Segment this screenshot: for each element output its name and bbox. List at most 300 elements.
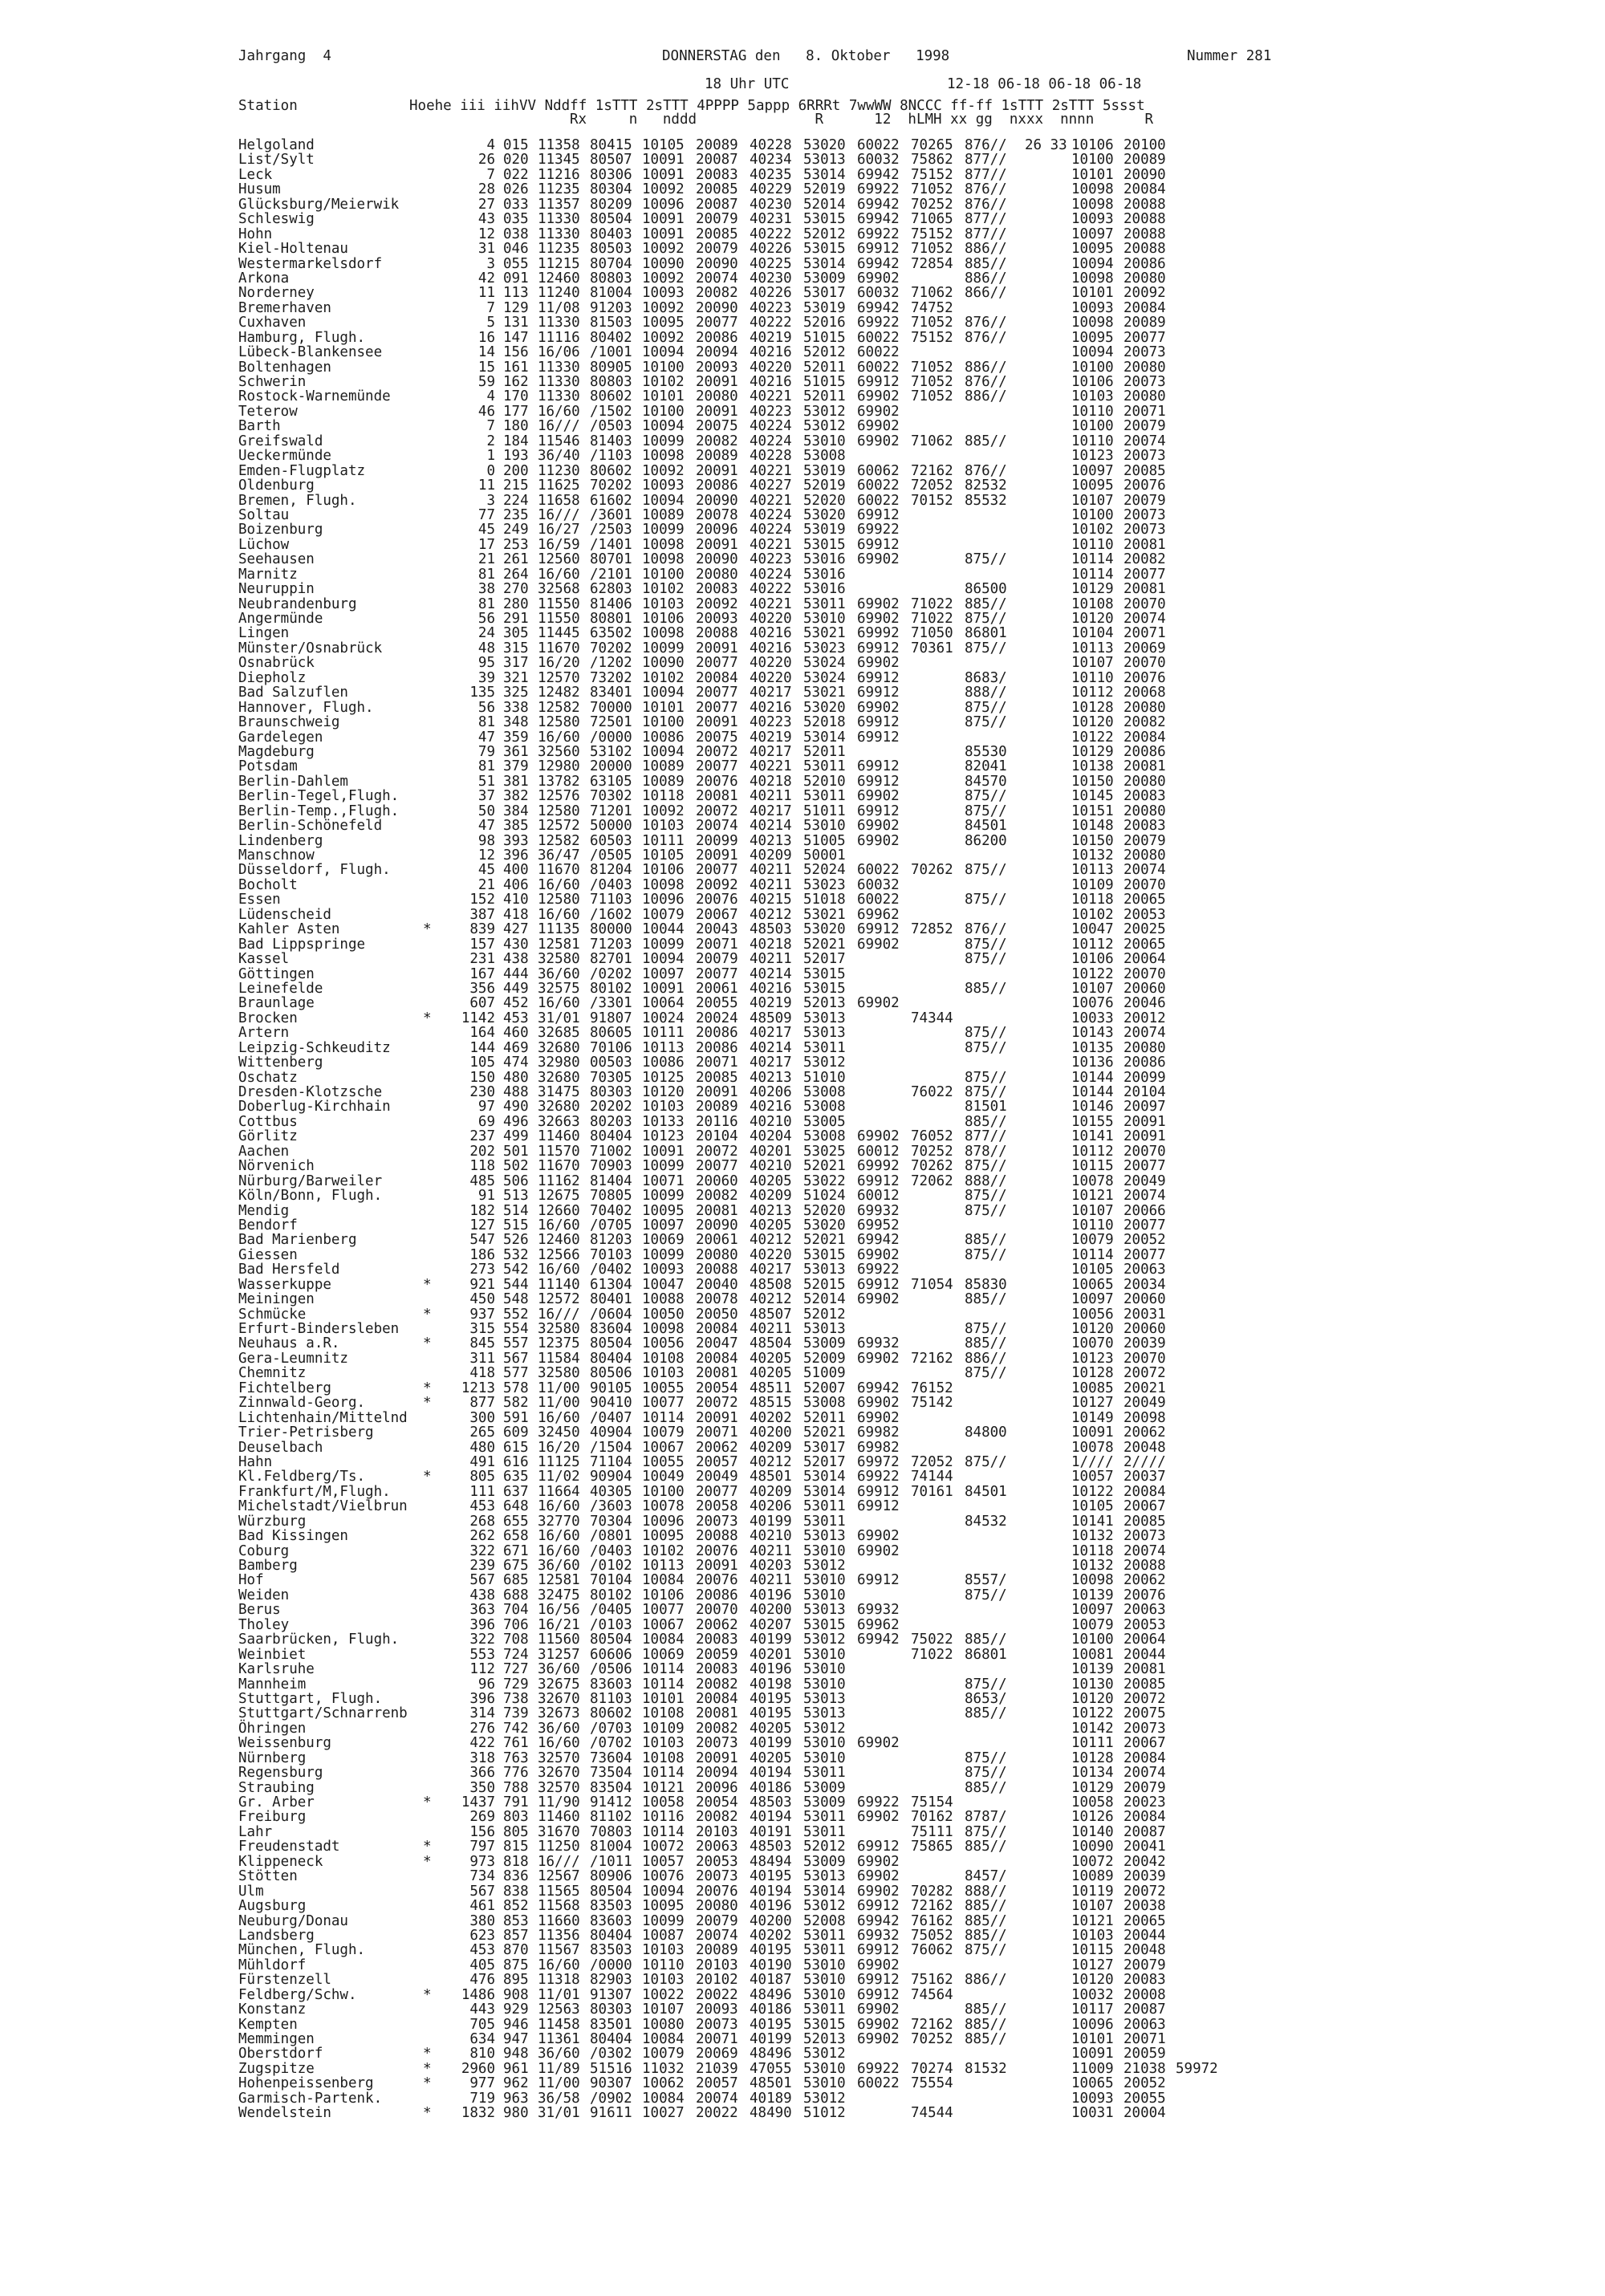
code-cell: 20092 (1124, 285, 1166, 302)
code-cell: 20091 (696, 374, 738, 390)
code-cell: 80102 (590, 1587, 632, 1603)
code-cell: 60022 (857, 344, 900, 361)
code-cell: 763 (503, 1749, 529, 1766)
station-height: 11 (477, 285, 495, 302)
code-cell: 929 (503, 2001, 529, 2018)
code-cell: 53011 (803, 758, 846, 775)
code-cell: 876// (965, 374, 1007, 390)
code-cell: 418 (503, 906, 529, 923)
code-cell: 615 (503, 1439, 529, 1456)
station-height: 202 (469, 1143, 495, 1160)
code-cell: 177 (503, 403, 529, 420)
code-cell: 033 (503, 196, 529, 213)
code-cell: 53009 (803, 1779, 846, 1796)
code-cell: 10106 (1071, 951, 1114, 968)
code-cell: 40209 (750, 1439, 792, 1456)
code-cell: 80504 (590, 1335, 632, 1352)
code-cell: 69902 (857, 270, 900, 286)
code-cell: 20077 (696, 862, 738, 879)
code-cell: 10098 (642, 551, 685, 568)
station-height: 396 (469, 1690, 495, 1707)
code-cell: 80303 (590, 2001, 632, 2018)
code-cell: 20077 (696, 315, 738, 331)
code-cell: 11550 (538, 595, 580, 612)
code-cell: 20080 (1124, 699, 1166, 716)
code-cell: 53010 (803, 1735, 846, 1752)
code-cell: 71022 (911, 611, 953, 627)
station-height: 405 (469, 1957, 495, 1973)
code-cell: 10087 (642, 1927, 685, 1944)
code-cell: 40220 (750, 359, 792, 376)
code-cell: 379 (503, 758, 529, 775)
code-cell: 69902 (857, 818, 900, 835)
code-cell: 20093 (696, 2001, 738, 2018)
code-cell: 40211 (750, 862, 792, 879)
station-height: 48 (477, 640, 495, 656)
mountain-marker: * (423, 2075, 432, 2092)
code-cell: 10127 (1071, 1395, 1114, 1412)
code-cell: 10115 (1071, 1942, 1114, 1959)
code-cell: 10095 (1071, 329, 1114, 346)
station-name: Freudenstadt (238, 1839, 340, 1855)
code-cell: 875// (965, 1321, 1007, 1337)
code-cell: 886// (965, 1972, 1007, 1989)
station-name: Schleswig (238, 211, 315, 228)
code-cell: 69912 (857, 803, 900, 819)
station-name: Deuselbach (238, 1439, 323, 1456)
code-cell: 53019 (803, 522, 846, 538)
code-cell: 80504 (590, 1883, 632, 1900)
code-cell: 10095 (642, 1528, 685, 1545)
code-cell: 40205 (750, 1365, 792, 1382)
station-height: 38 (477, 581, 495, 598)
code-cell: 12576 (538, 788, 580, 805)
code-cell: /0000 (590, 1957, 632, 1973)
code-cell: 69932 (857, 1927, 900, 1944)
code-cell: 53010 (803, 1646, 846, 1663)
code-cell: 75022 (911, 1632, 953, 1648)
code-cell: 20077 (696, 1158, 738, 1175)
station-height: 31 (477, 241, 495, 258)
station-name: Wittenberg (238, 1055, 323, 1071)
code-cell: 40196 (750, 1898, 792, 1915)
code-cell: 20094 (696, 344, 738, 361)
code-cell: 69902 (857, 418, 900, 435)
code-cell: 69912 (857, 1483, 900, 1500)
code-cell: 10065 (1071, 1276, 1114, 1293)
station-name: Kiel-Holtenau (238, 241, 348, 258)
code-cell: 10120 (1071, 611, 1114, 627)
station-height: 37 (477, 788, 495, 805)
code-cell: 20076 (696, 1883, 738, 1900)
code-cell: 10062 (642, 2075, 685, 2092)
station-name: Karlsruhe (238, 1661, 315, 1678)
code-cell: 10032 (1071, 1986, 1114, 2003)
station-name: Lüchow (238, 536, 290, 553)
code-cell: 876// (965, 462, 1007, 479)
code-cell: 76162 (911, 1912, 953, 1929)
code-cell: 69912 (857, 536, 900, 553)
code-cell: 32675 (538, 1676, 580, 1693)
code-cell: 51015 (803, 374, 846, 390)
code-cell: 10143 (1071, 1025, 1114, 1042)
code-cell: 16/60 (538, 906, 580, 923)
code-cell: 80701 (590, 551, 632, 568)
code-cell: 69922 (857, 2060, 900, 2077)
code-cell: 20083 (696, 581, 738, 598)
station-name: Bocholt (238, 876, 298, 893)
station-name: Ulm (238, 1883, 264, 1900)
station-height: 491 (469, 1453, 495, 1470)
code-cell: 10112 (1071, 1143, 1114, 1160)
code-cell: 877// (965, 211, 1007, 228)
code-cell: 10098 (642, 1321, 685, 1337)
code-cell: 32770 (538, 1513, 580, 1530)
mountain-marker: * (423, 1986, 432, 2003)
code-cell: 48504 (750, 1335, 792, 1352)
code-cell: 20038 (1124, 1898, 1166, 1915)
code-cell: 72854 (911, 255, 953, 272)
code-cell: 69912 (857, 640, 900, 656)
code-cell: 53010 (803, 1572, 846, 1589)
code-cell: 11235 (538, 241, 580, 258)
mountain-marker: * (423, 1306, 432, 1323)
code-cell: 40222 (750, 581, 792, 598)
code-cell: 53010 (803, 433, 846, 449)
code-cell: 20072 (696, 1143, 738, 1160)
code-cell: 10149 (1071, 1409, 1114, 1426)
code-cell: 40211 (750, 876, 792, 893)
code-cell: 10133 (642, 1113, 685, 1130)
code-cell: 788 (503, 1779, 529, 1796)
code-cell: 71022 (911, 1646, 953, 1663)
code-cell: 75865 (911, 1839, 953, 1855)
code-cell: 82532 (965, 477, 1007, 494)
code-cell: 11116 (538, 329, 580, 346)
code-cell: 69902 (857, 1957, 900, 1973)
code-cell: 10076 (642, 1868, 685, 1885)
code-cell: 52012 (803, 1839, 846, 1855)
code-cell: 10107 (1071, 655, 1114, 672)
station-name: Lübeck-Blankensee (238, 344, 383, 361)
station-name: Artern (238, 1025, 290, 1042)
code-cell: 20081 (1124, 758, 1166, 775)
code-cell: 53013 (803, 1690, 846, 1707)
code-cell: 53012 (803, 2090, 846, 2107)
code-cell: 10094 (1071, 255, 1114, 272)
code-cell: 53014 (803, 729, 846, 746)
code-cell: 53011 (803, 788, 846, 805)
code-cell: 10095 (642, 315, 685, 331)
code-cell: 791 (503, 1794, 529, 1810)
code-cell: 253 (503, 536, 529, 553)
code-cell: 20062 (1124, 1424, 1166, 1441)
station-height: 95 (477, 655, 495, 672)
code-cell: 10106 (642, 1587, 685, 1603)
code-cell: 40198 (750, 1676, 792, 1693)
code-cell: 53013 (803, 1528, 846, 1545)
code-cell: 947 (503, 2031, 529, 2047)
code-cell: /1401 (590, 536, 632, 553)
code-cell: 10105 (642, 847, 685, 864)
code-cell: 20044 (1124, 1927, 1166, 1944)
station-name: Hahn (238, 1453, 273, 1470)
code-cell: 16/60 (538, 566, 580, 583)
code-cell: 10099 (642, 640, 685, 656)
code-cell: 20052 (1124, 1232, 1166, 1249)
station-height: 363 (469, 1602, 495, 1619)
code-cell: 20039 (1124, 1868, 1166, 1885)
code-cell: 10113 (642, 1039, 685, 1056)
code-cell: 20068 (1124, 685, 1166, 701)
code-cell: 12582 (538, 832, 580, 849)
code-cell: 52016 (803, 315, 846, 331)
code-cell: 20037 (1124, 1469, 1166, 1485)
code-cell: 10100 (1071, 1632, 1114, 1648)
code-cell: 10103 (1071, 1927, 1114, 1944)
code-cell: 895 (503, 1972, 529, 1989)
code-cell: 70304 (590, 1513, 632, 1530)
code-cell: 16/60 (538, 1528, 580, 1545)
code-cell: 52013 (803, 995, 846, 1012)
code-cell: 10088 (642, 1291, 685, 1308)
code-cell: 852 (503, 1898, 529, 1915)
code-cell: 885// (965, 1113, 1007, 1130)
code-cell: 10107 (1071, 1898, 1114, 1915)
station-name: Coburg (238, 1542, 290, 1559)
station-height: 461 (469, 1898, 495, 1915)
code-cell: 10102 (642, 1542, 685, 1559)
code-cell: 16/06 (538, 344, 580, 361)
code-cell: 69942 (857, 1912, 900, 1929)
code-cell: 20081 (696, 788, 738, 805)
station-height: 269 (469, 1809, 495, 1826)
station-height: 476 (469, 1972, 495, 1989)
code-cell: 53009 (803, 1853, 846, 1870)
code-cell: 20088 (696, 625, 738, 642)
code-cell: 40216 (750, 640, 792, 656)
code-cell: 453 (503, 1010, 529, 1026)
code-cell: 10120 (1071, 1321, 1114, 1337)
code-cell: 53011 (803, 595, 846, 612)
code-cell: 69942 (857, 166, 900, 183)
code-cell: 16/60 (538, 1262, 580, 1278)
code-cell: 962 (503, 2075, 529, 2092)
station-height: 1213 (461, 1380, 495, 1396)
code-cell: 20086 (1124, 743, 1166, 760)
code-cell: 69912 (857, 1839, 900, 1855)
code-cell: 20064 (1124, 1632, 1166, 1648)
code-cell: 577 (503, 1365, 529, 1382)
code-cell: 69962 (857, 1616, 900, 1633)
code-cell: 20071 (1124, 625, 1166, 642)
code-cell: 10091 (642, 226, 685, 242)
code-cell: 20081 (696, 1705, 738, 1722)
station-name: Stuttgart/Schnarrenb (238, 1705, 408, 1722)
code-cell: 10055 (642, 1453, 685, 1470)
code-cell: 10093 (1071, 299, 1114, 316)
code-cell: 53010 (803, 1661, 846, 1678)
code-cell: 193 (503, 448, 529, 465)
station-name: Memmingen (238, 2031, 315, 2047)
code-cell: 885// (965, 1839, 1007, 1855)
code-cell: 40201 (750, 1143, 792, 1160)
mountain-marker: * (423, 1839, 432, 1855)
code-cell: 20072 (1124, 1883, 1166, 1900)
code-cell: 70202 (590, 640, 632, 656)
code-cell: /1103 (590, 448, 632, 465)
code-cell: 20085 (696, 181, 738, 198)
station-height: 1832 (461, 2105, 495, 2122)
code-cell: 80404 (590, 1128, 632, 1145)
station-height: 453 (469, 1498, 495, 1515)
station-height: 111 (469, 1483, 495, 1500)
code-cell: 53014 (803, 1883, 846, 1900)
station-height: 96 (477, 1676, 495, 1693)
station-height: 921 (469, 1276, 495, 1293)
code-cell: 20076 (696, 892, 738, 908)
station-height: 3 (486, 255, 495, 272)
code-cell: 20024 (696, 1010, 738, 1026)
code-cell: 20073 (696, 1513, 738, 1530)
code-cell: 10098 (642, 536, 685, 553)
code-cell: 10084 (642, 2031, 685, 2047)
code-cell: 449 (503, 980, 529, 997)
code-cell: 71052 (911, 388, 953, 405)
code-cell: 544 (503, 1276, 529, 1293)
code-cell: 427 (503, 921, 529, 938)
code-cell: 10126 (1071, 1809, 1114, 1826)
code-cell: 53012 (803, 2046, 846, 2062)
code-cell: 20062 (696, 1439, 738, 1456)
code-cell: 40211 (750, 1542, 792, 1559)
station-height: 81 (477, 595, 495, 612)
station-name: Köln/Bonn, Flugh. (238, 1188, 383, 1205)
code-cell: 53008 (803, 1395, 846, 1412)
code-cell: 53021 (803, 906, 846, 923)
code-cell: 71201 (590, 803, 632, 819)
code-cell: 20079 (1124, 1779, 1166, 1796)
code-cell: 16/60 (538, 1409, 580, 1426)
code-cell: 10093 (642, 285, 685, 302)
station-height: 300 (469, 1409, 495, 1426)
code-cell: 10099 (642, 1246, 685, 1263)
code-cell: 40186 (750, 1779, 792, 1796)
code-cell: 69942 (857, 1380, 900, 1396)
station-height: 2960 (461, 2060, 495, 2077)
code-cell: 69912 (857, 921, 900, 938)
code-cell: 875// (965, 714, 1007, 731)
code-cell: 20080 (1124, 1039, 1166, 1056)
code-cell: 86801 (965, 625, 1007, 642)
code-cell: 10123 (1071, 1350, 1114, 1367)
code-cell: 70104 (590, 1572, 632, 1589)
code-cell: 655 (503, 1513, 529, 1530)
code-cell: 40904 (590, 1424, 632, 1441)
code-cell: 11/01 (538, 1986, 580, 2003)
station-name: Tholey (238, 1616, 290, 1633)
code-cell: 20070 (1124, 595, 1166, 612)
code-cell: 8557/ (965, 1572, 1007, 1589)
code-cell: 62803 (590, 581, 632, 598)
code-cell: 40211 (750, 1321, 792, 1337)
code-cell: 10031 (1071, 2105, 1114, 2122)
station-name: Braunschweig (238, 714, 340, 731)
code-cell: 72162 (911, 2016, 953, 2033)
code-cell: 11460 (538, 1128, 580, 1145)
code-cell: 69902 (857, 1868, 900, 1885)
code-cell: 48511 (750, 1380, 792, 1396)
code-cell: 10123 (1071, 448, 1114, 465)
code-cell: 10100 (642, 359, 685, 376)
code-cell: 81501 (965, 1099, 1007, 1115)
code-cell: 69992 (857, 625, 900, 642)
station-name: Rostock-Warnemünde (238, 388, 391, 405)
code-cell: 20072 (696, 803, 738, 819)
station-name: Görlitz (238, 1128, 298, 1145)
station-height: 237 (469, 1128, 495, 1145)
code-cell: 20063 (1124, 1262, 1166, 1278)
code-cell: 10099 (642, 1912, 685, 1929)
code-cell: 961 (503, 2060, 529, 2077)
code-cell: 70302 (590, 788, 632, 805)
code-cell: 20083 (1124, 1972, 1166, 1989)
code-cell: 20086 (696, 1025, 738, 1042)
code-cell: 10111 (642, 1025, 685, 1042)
station-name: Berlin-Schönefeld (238, 818, 383, 835)
code-cell: 53010 (803, 1972, 846, 1989)
code-cell: 20091 (696, 403, 738, 420)
station-height: 634 (469, 2031, 495, 2047)
code-cell: 48508 (750, 1276, 792, 1293)
code-cell: 10107 (1071, 980, 1114, 997)
code-cell: 74344 (911, 1010, 953, 1026)
code-cell: 40212 (750, 1453, 792, 1470)
code-cell: 20008 (1124, 1986, 1166, 2003)
code-cell: 875// (965, 1749, 1007, 1766)
code-cell: 20076 (1124, 1587, 1166, 1603)
code-cell: 8787/ (965, 1809, 1007, 1826)
code-cell: 875// (965, 551, 1007, 568)
code-cell: 875// (965, 1823, 1007, 1840)
code-cell: 055 (503, 255, 529, 272)
code-cell: 40199 (750, 1513, 792, 1530)
code-cell: 20012 (1124, 1010, 1166, 1026)
code-cell: 348 (503, 714, 529, 731)
code-cell: 658 (503, 1528, 529, 1545)
code-cell: 69922 (857, 1794, 900, 1810)
code-cell: 886// (965, 241, 1007, 258)
code-cell: 51011 (803, 803, 846, 819)
code-cell: 10047 (642, 1276, 685, 1293)
code-cell: 69902 (857, 1128, 900, 1145)
code-cell: 10108 (642, 1350, 685, 1367)
code-cell: 20099 (696, 832, 738, 849)
code-cell: 10102 (1071, 906, 1114, 923)
code-cell: 317 (503, 655, 529, 672)
code-cell: 36/40 (538, 448, 580, 465)
code-cell: 80404 (590, 1927, 632, 1944)
code-cell: 31/01 (538, 1010, 580, 1026)
code-cell: 10097 (1071, 226, 1114, 242)
code-cell: 40224 (750, 433, 792, 449)
code-cell: 40223 (750, 403, 792, 420)
code-cell: 69902 (857, 1246, 900, 1263)
code-cell: 10089 (642, 758, 685, 775)
station-name: Berlin-Tegel,Flugh. (238, 788, 400, 805)
code-cell: 10106 (642, 611, 685, 627)
code-cell: 16/56 (538, 1602, 580, 1619)
